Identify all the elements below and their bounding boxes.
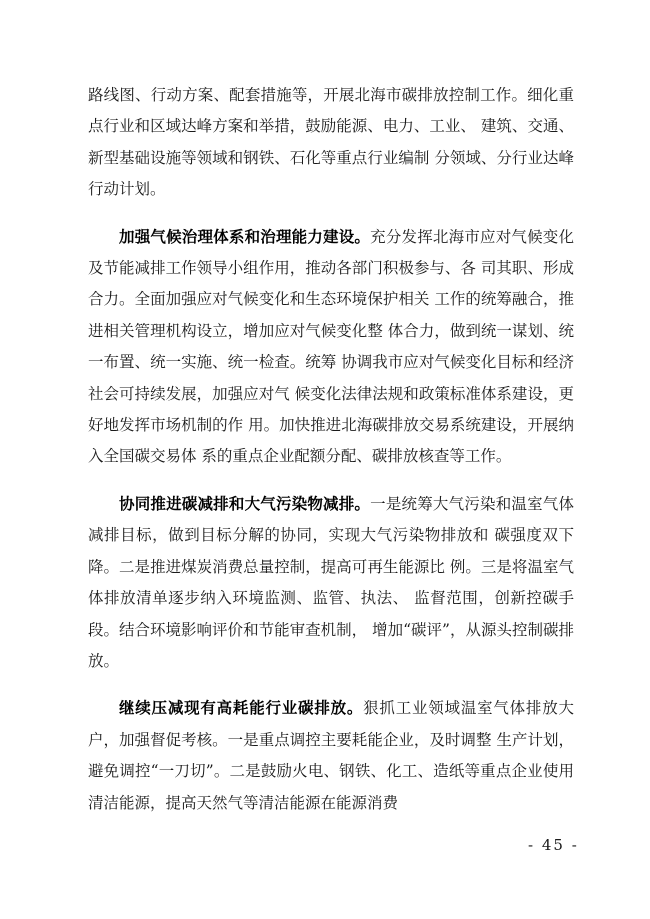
paragraph-text: 路线图、行动方案、配套措施等，开展北海市碳排放控制工作。细化重点行业和区域达峰方案和举措，鼓励能源、电力、工业、 建筑、交通、新型基础设施等领域和钢铁、石化等重点行业编制 分领域、分行业达峰行动计划。 xyxy=(88,86,574,199)
paragraph-lead: 加强气候治理体系和治理能力建设。 xyxy=(119,226,371,246)
paragraph-text: 狠抓工业领域温室气体排放大户，加强督促考核。一是重点调控主要耗能企业，及时调整 生产计划，避免调控“一刀切”。二是鼓励火电、钢铁、化工、造纸等重点企业使用清洁能源，提高天然气等清洁能源在能源消费 xyxy=(88,699,574,812)
body-text xyxy=(88,79,574,819)
paragraph-high-energy-industry xyxy=(88,692,574,819)
paragraph-text: 充分发挥北海市应对气候变化及节能减排工作领导小组作用，推动各部门积极参与、各 司其职、形成合力。全面加强应对气候变化和生态环境保护相关 工作的统筹融合，推进相关管理机构设立，增加应对气候变化整 体合力，做到统一谋划、统一布置、统一实施、统一检查。统筹 协调我市应对气候变化目标和经济社会可持续发展，加强应对气 候变化法律法规和政策标准体系建设，更好地发挥市场机制的作 用。加快推进北海碳排放交易系统建设，开展纳入全国碳交易体 系的重点企业配额分配、碳排放核查等工作。 xyxy=(88,227,574,466)
paragraph-lead: 协同推进碳减排和大气污染物减排。 xyxy=(119,493,371,513)
paragraph-climate-governance xyxy=(88,221,574,473)
paragraph-gap xyxy=(88,473,574,488)
paragraph-gap xyxy=(88,677,574,692)
page-number: - 45 - xyxy=(528,836,579,854)
paragraph-emission-reduction xyxy=(88,488,574,677)
paragraph-continuation xyxy=(88,79,574,206)
paragraph-text: 一是统筹大气污染和温室气体减排目标，做到目标分解的协同，实现大气污染物排放和 碳强度双下降。二是推进煤炭消费总量控制，提高可再生能源比 例。三是将温室气体排放清单逐步纳入环境监测、监管、执法、 监督范围，创新控碳手段。结合环境影响评价和节能审查机制， 增加“碳评”，从源头控制碳排放。 xyxy=(88,494,574,670)
paragraph-gap xyxy=(88,206,574,221)
paragraph-lead: 继续压减现有高耗能行业碳排放。 xyxy=(119,698,364,718)
